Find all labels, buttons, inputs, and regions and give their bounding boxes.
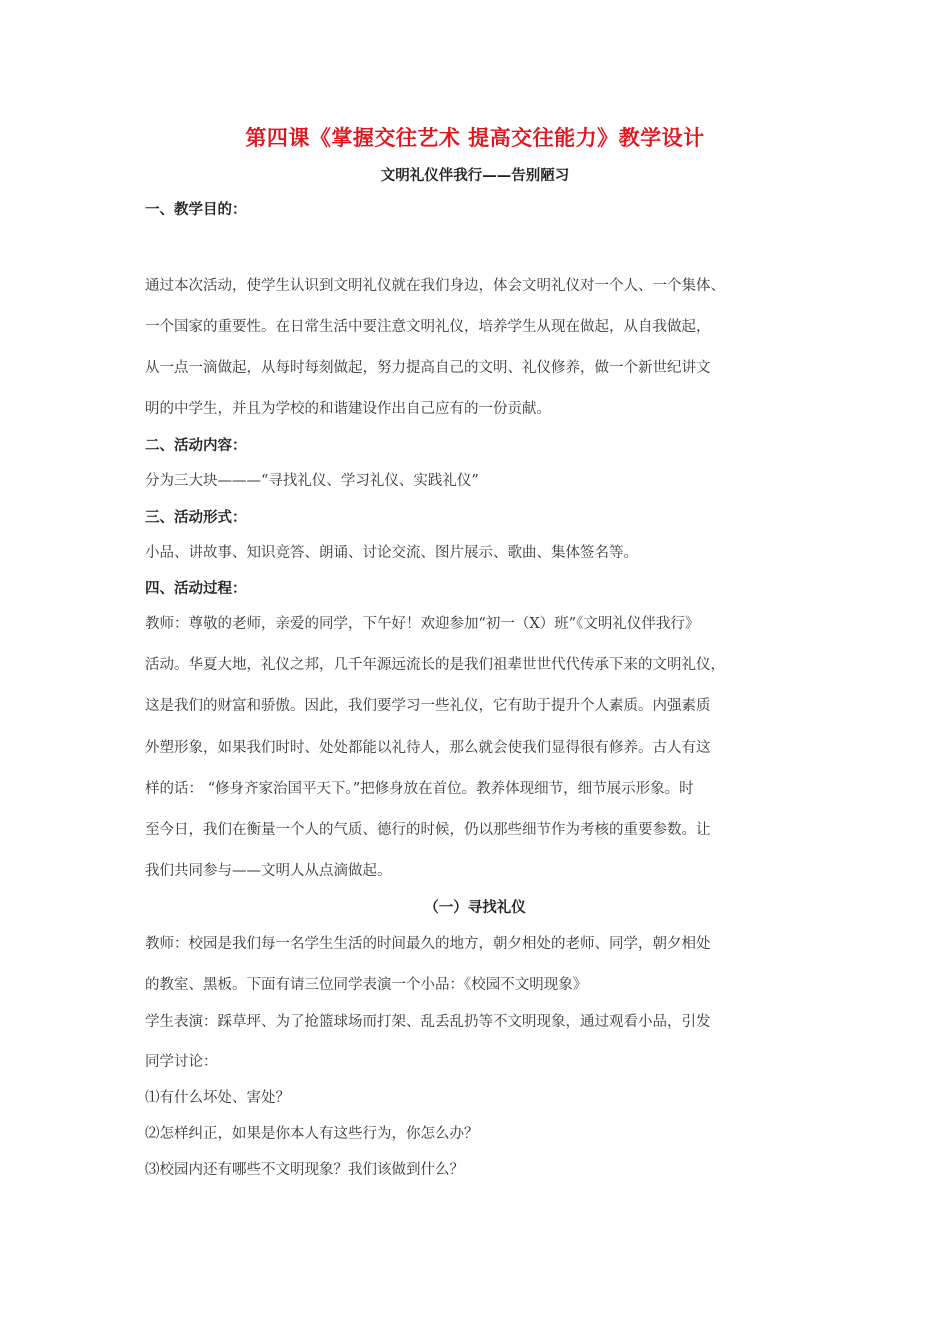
paragraph-line: 教师：尊敬的老师，亲爱的同学，下午好！欢迎参加“初一（X）班”《文明礼仪伴我行》 [145,616,700,632]
paragraph-line: 从一点一滴做起，从每时每刻做起，努力提高自己的文明、礼仪修养，做一个新世纪讲文 [145,360,711,376]
section-heading-form: 三、活动形式： [145,510,247,526]
part-heading-find-etiquette: （一）寻找礼仪 [424,900,526,916]
paragraph-line: 的教室、黑板。下面有请三位同学表演一个小品：《校园不文明现象》 [145,977,588,993]
paragraph-line: 小品、讲故事、知识竞答、朗诵、讨论交流、图片展示、歌曲、集体签名等。 [145,545,638,561]
paragraph-line: 明的中学生，并且为学校的和谐建设作出自己应有的一份贡献。 [145,401,551,417]
document-title: 第四课《掌握交往艺术 提高交往能力》教学设计 [245,126,705,150]
list-item: ⑵怎样纠正，如果是你本人有这些行为，你怎么办？ [145,1126,479,1142]
section-heading-content: 二、活动内容： [145,438,247,454]
list-item: ⑴有什么坏处、害处？ [145,1090,290,1106]
paragraph-line: 教师：校园是我们每一名学生生活的时间最久的地方，朝夕相处的老师、同学，朝夕相处 [145,936,711,952]
section-heading-purpose: 一、教学目的： [145,202,247,218]
paragraph-line: 活动。华夏大地，礼仪之邦，几千年源远流长的是我们祖辈世世代代传承下来的文明礼仪， [145,657,725,673]
paragraph-line: 分为三大块———“寻找礼仪、学习礼仪、实践礼仪” [145,473,479,489]
paragraph-line: 样的话： “修身齐家治国平天下。”把修身放在首位。教养体现细节，细节展示形象。时 [145,781,694,797]
document-subtitle: 文明礼仪伴我行——告别陋习 [380,168,570,184]
paragraph-line: 通过本次活动，使学生认识到文明礼仪就在我们身边，体会文明礼仪对一个人、一个集体、 [145,278,725,294]
section-heading-process: 四、活动过程： [145,581,247,597]
paragraph-line: 至今日，我们在衡量一个人的气质、德行的时候，仍以那些细节作为考核的重要参数。让 [145,822,711,838]
paragraph-line: 这是我们的财富和骄傲。因此，我们要学习一些礼仪，它有助于提升个人素质。内强素质 [145,698,711,714]
list-item: ⑶校园内还有哪些不文明现象？我们该做到什么？ [145,1162,464,1178]
paragraph-line: 外塑形象，如果我们时时、处处都能以礼待人，那么就会使我们显得很有修养。古人有这 [145,740,711,756]
paragraph-line: 我们共同参与——文明人从点滴做起。 [145,863,392,879]
paragraph-line: 学生表演：踩草坪、为了抢篮球场而打架、乱丢乱扔等不文明现象，通过观看小品，引发 [145,1014,711,1030]
paragraph-line: 一个国家的重要性。在日常生活中要注意文明礼仪，培养学生从现在做起，从自我做起， [145,319,711,335]
paragraph-line: 同学讨论： [145,1054,218,1070]
